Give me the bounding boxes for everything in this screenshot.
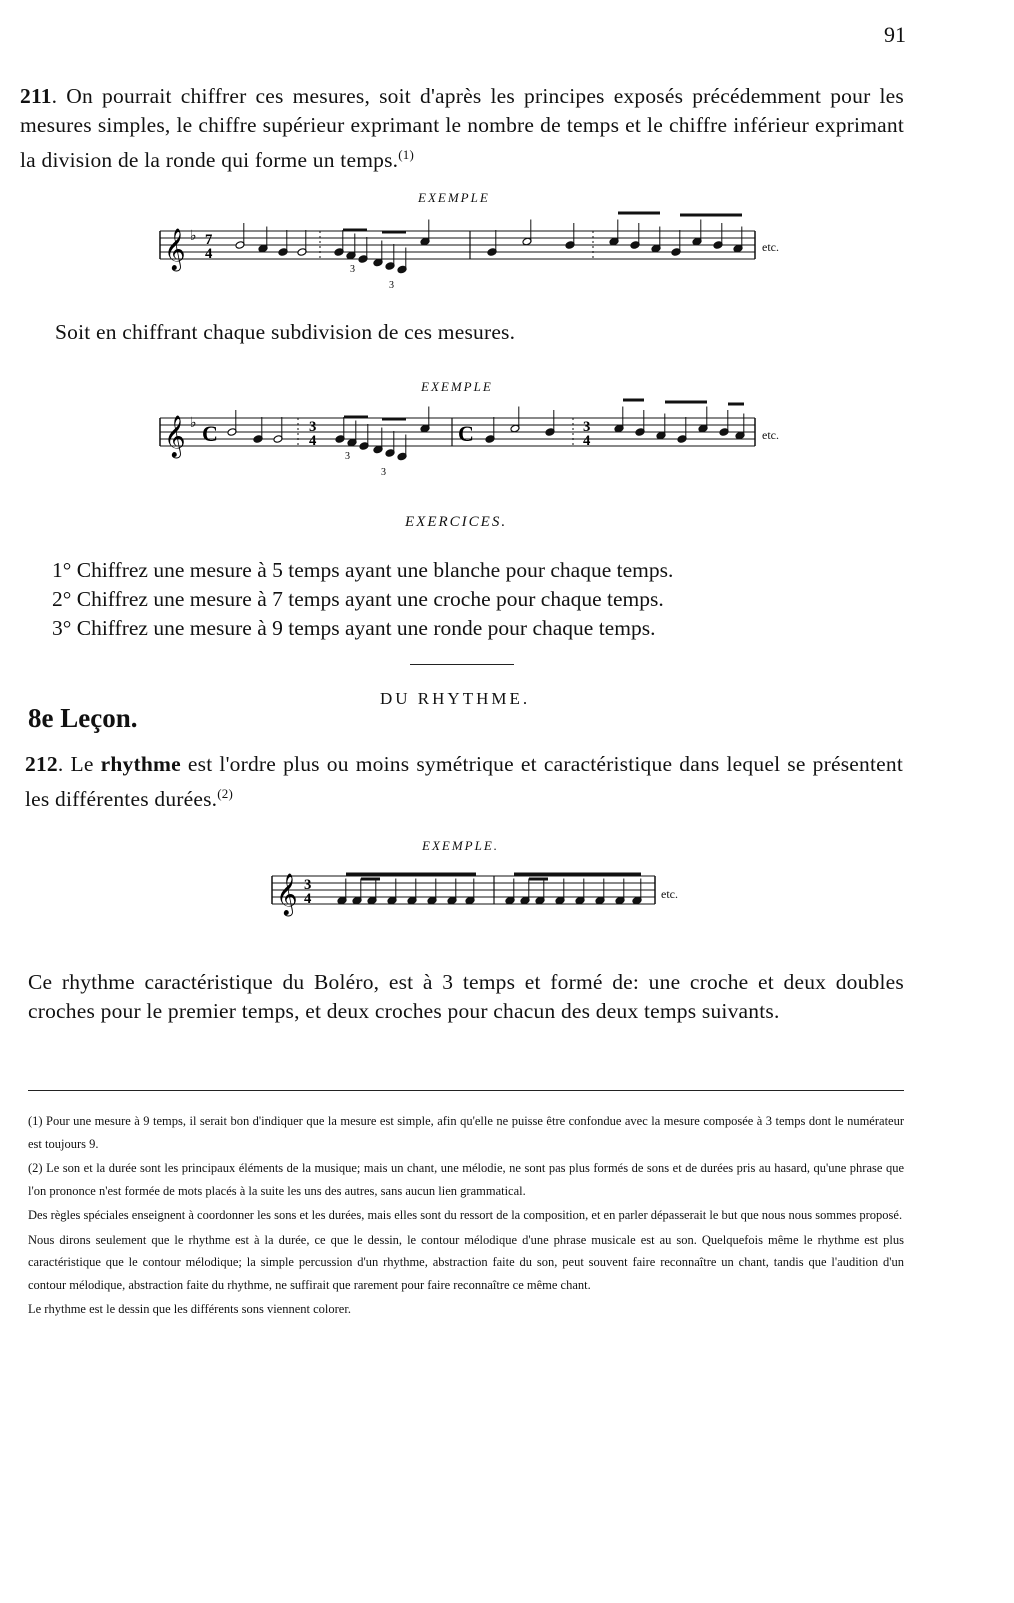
etc-label-2: etc.: [762, 428, 779, 442]
treble-clef-icon: 𝄞: [276, 872, 298, 915]
bolero-paragraph: Ce rhythme caractéristique du Boléro, est à 3 temps et formé de: une croche et deux doubles croches pour le premier temps, et deux croches pour chacun des deux temps suivants.: [28, 970, 904, 1023]
footnote-2-continued: Des règles spéciales enseignent à coordonner les sons et les durées, mais elles sont du ressort de la composition, et en parler dépasserait le but que nous nous sommes proposé.: [28, 1208, 903, 1222]
exercise-item: 1° Chiffrez une mesure à 5 temps ayant une blanche pour chaque temps.: [52, 558, 674, 582]
footnote-1: (1) Pour une mesure à 9 temps, il serait bon d'indiquer que la mesure est simple, afin qu'elle ne puisse être confondue avec la mesure composée à 3 temps dont le numérateur est toujours 9.: [28, 1114, 904, 1151]
treble-clef-icon: 𝄞: [164, 414, 186, 457]
time-signature-numerator: 3: [583, 419, 591, 435]
section-title: DU RHYTHME.: [380, 689, 531, 708]
common-time-icon: C: [458, 421, 474, 446]
common-time-icon: C: [202, 421, 218, 446]
footnote-2: (2) Le son et la durée sont les principaux éléments de la musique; mais un chant, une mélodie, ne sont pas plus formés de sons et de durées pris au hasard, qu'une phrase que l'on prononce n'est formée de mots placés à la suite les uns des autres, sans aucun lien grammatical.: [28, 1161, 904, 1198]
paragraph-text: est l'ordre plus ou moins symétrique et caractéristique dans lequel se présentent les différentes durées.: [25, 752, 903, 812]
footnote-ref-1: (1): [398, 147, 414, 162]
flat-icon: ♭: [190, 228, 197, 244]
exercise-item: 2° Chiffrez une mesure à 7 temps ayant une croche pour chaque temps.: [52, 587, 664, 611]
footnote-ref-2: (2): [217, 786, 234, 801]
time-signature-numerator: 3: [304, 877, 312, 893]
keyword-rhythme: rhythme: [100, 752, 181, 776]
footnote-2-continued: Nous dirons seulement que le rhythme est à la durée, ce que le dessin, le contour mélodique d'une phrase musicale est au son. Quelquefois même le rhythme est plus caractéristique que le contour mélodique; la simple percussion d'un rhythme, abstraction faite du son, peut souvent faire reconnaître un chant, tandis que l'audition d'un contour mélodique, abstraction faite du rhythme, ne suffirait que rarement pour faire reconnaître ce même chant.: [28, 1232, 904, 1292]
etc-label-3: etc.: [661, 887, 678, 901]
footnote-2-continued: Le rhythme est le dessin que les différents sons viennent colorer.: [28, 1302, 351, 1316]
exercises-title: EXERCICES.: [405, 514, 508, 530]
page-number: 91: [884, 22, 906, 47]
paragraph-number: 212: [25, 752, 58, 776]
example-label-3: EXEMPLE.: [422, 838, 500, 853]
paragraph-lead: . Le: [57, 752, 101, 776]
lecon-title: 8e Leçon.: [28, 703, 138, 733]
exercise-item: 3° Chiffrez une mesure à 9 temps ayant une ronde pour chaque temps.: [52, 616, 656, 640]
triplet-mark: 3: [381, 467, 386, 478]
example-label-2: EXEMPLE: [421, 379, 493, 394]
footnote-rule: [28, 1090, 904, 1091]
triplet-mark: 3: [345, 451, 350, 462]
paragraph-number: 211: [20, 84, 52, 108]
footnotes: [28, 1110, 904, 1321]
paragraph-text: . On pourrait chiffrer ces mesures, soit d'après les principes exposés précédemment pour les mesures simples, le chiffre supérieur exprimant le nombre de temps et le chiffre inférieur exprimant la division de la ronde qui forme un temps.: [20, 84, 904, 173]
time-signature-denominator: 4: [583, 433, 591, 449]
treble-clef-icon: 𝄞: [164, 227, 186, 270]
triplet-mark: 3: [350, 264, 355, 275]
flat-icon: ♭: [190, 415, 197, 431]
subdivision-sentence: Soit en chiffrant chaque subdivision de ces mesures.: [55, 320, 516, 344]
time-signature-denominator: 4: [309, 433, 317, 449]
time-signature-numerator: 7: [205, 232, 213, 248]
time-signature-denominator: 4: [304, 891, 312, 907]
time-signature-numerator: 3: [309, 419, 317, 435]
etc-label-1: etc.: [762, 240, 779, 254]
triplet-mark: 3: [389, 280, 394, 291]
time-signature-denominator: 4: [205, 246, 213, 262]
example-label-1: EXEMPLE: [418, 190, 490, 205]
